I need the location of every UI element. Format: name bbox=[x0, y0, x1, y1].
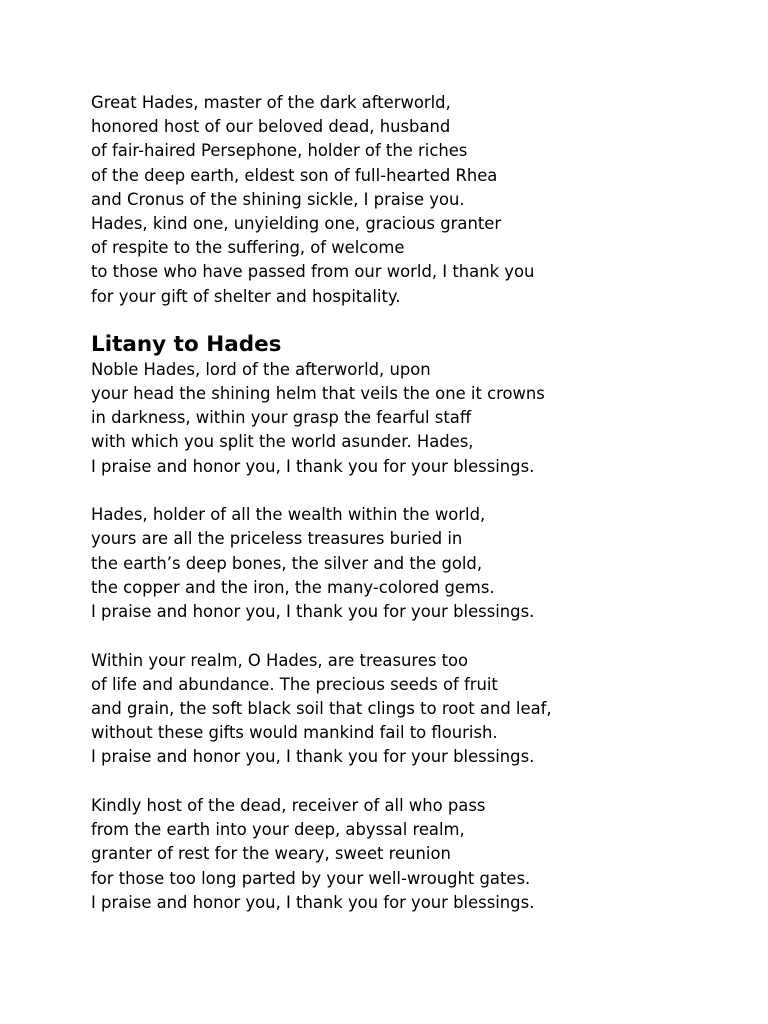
stanza-2-line-3: the earth’s deep bones, the silver and the gold, bbox=[91, 553, 483, 573]
stanza-3-line-2: of life and abundance. The precious seeds of fruit bbox=[91, 674, 498, 694]
stanza-3-line-5: I praise and honor you, I thank you for your blessings. bbox=[91, 747, 535, 767]
stanza-4-line-4: for those too long parted by your well-wrought gates. bbox=[91, 868, 531, 888]
intro-line-1: Great Hades, master of the dark afterworld, bbox=[91, 93, 451, 112]
stanza-1-line-5: I praise and honor you, I thank you for your blessings. bbox=[91, 456, 535, 476]
stanza-spacer bbox=[91, 770, 751, 794]
intro-line-5: and Cronus of the shining sickle, I praise you. bbox=[91, 189, 465, 209]
intro-line-3: of fair-haired Persephone, holder of the riches bbox=[91, 141, 468, 161]
stanza-4-line-1: Kindly host of the dead, receiver of all who pass bbox=[91, 796, 486, 816]
stanza-2-line-1: Hades, holder of all the wealth within the world, bbox=[91, 505, 486, 525]
stanza-1-line-1: Noble Hades, lord of the afterworld, upon bbox=[91, 359, 431, 379]
stanza-3-line-1: Within your realm, O Hades, are treasures too bbox=[91, 650, 469, 670]
litany-stanza-2 bbox=[91, 503, 751, 624]
stanza-1-line-2: your head the shining helm that veils the one it crowns bbox=[91, 384, 545, 404]
litany-stanza-4 bbox=[91, 794, 751, 915]
intro-line-4: of the deep earth, eldest son of full-hearted Rhea bbox=[91, 165, 498, 185]
intro-line-2: honored host of our beloved dead, husband bbox=[91, 117, 451, 137]
intro-line-7: of respite to the suffering, of welcome bbox=[91, 238, 405, 258]
stanza-4-line-5: I praise and honor you, I thank you for your blessings. bbox=[91, 892, 535, 912]
stanza-1-line-3: in darkness, within your grasp the fearful staff bbox=[91, 408, 472, 428]
litany-title: Litany to Hades bbox=[91, 331, 282, 357]
stanza-2-line-5: I praise and honor you, I thank you for your blessings. bbox=[91, 602, 535, 622]
litany-stanza-1 bbox=[91, 358, 751, 479]
document-page bbox=[91, 91, 751, 915]
stanza-spacer bbox=[91, 479, 751, 503]
stanza-1-line-4: with which you split the world asunder. Hades, bbox=[91, 432, 474, 452]
stanza-3-line-3: and grain, the soft black soil that clings to root and leaf, bbox=[91, 699, 552, 719]
stanza-3-line-4: without these gifts would mankind fail to flourish. bbox=[91, 723, 498, 743]
stanza-4-line-3: granter of rest for the weary, sweet reunion bbox=[91, 844, 451, 864]
intro-line-6: Hades, kind one, unyielding one, gracious granter bbox=[91, 214, 502, 234]
stanza-4-line-2: from the earth into your deep, abyssal realm, bbox=[91, 820, 465, 840]
intro-line-8: to those who have passed from our world, I thank you bbox=[91, 262, 535, 282]
intro-line-9: for your gift of shelter and hospitality. bbox=[91, 286, 401, 306]
intro-prayer bbox=[91, 91, 751, 309]
litany-stanza-3 bbox=[91, 649, 751, 770]
stanza-2-line-4: the copper and the iron, the many-colored gems. bbox=[91, 577, 495, 597]
stanza-spacer bbox=[91, 624, 751, 648]
stanza-2-line-2: yours are all the priceless treasures buried in bbox=[91, 529, 463, 549]
